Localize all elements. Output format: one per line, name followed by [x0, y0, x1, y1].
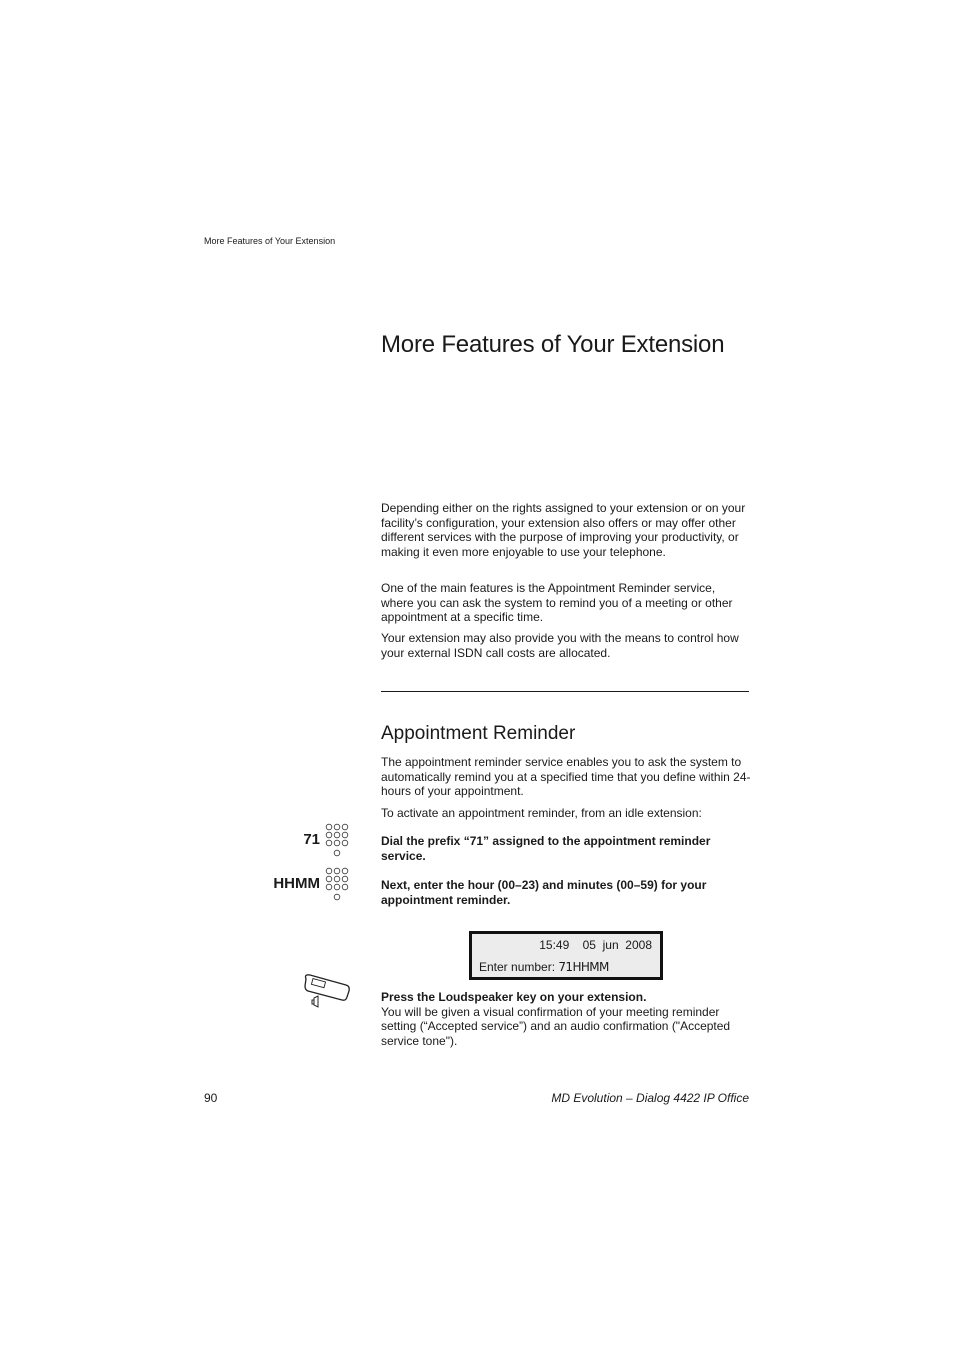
phone-display [469, 931, 663, 980]
display-value: 71HHMM [558, 960, 609, 974]
footer-product: MD Evolution – Dialog 4422 IP Office [551, 1091, 749, 1105]
display-date: 05 jun 2008 [582, 938, 652, 952]
step-1-key-label: 71 [303, 831, 320, 848]
section-paragraph-2: To activate an appointment reminder, from an idle extension: [381, 806, 702, 820]
step-3-instruction: Press the Loudspeaker key on your extension. [381, 990, 647, 1004]
keypad-icon [324, 823, 350, 857]
running-head: More Features of Your Extension [204, 236, 336, 246]
display-prompt: Enter number: [479, 960, 559, 974]
section-divider [381, 691, 749, 692]
step-2-text: Next, enter the hour (00–23) and minutes (00–59) for your appointment reminder. [381, 878, 707, 907]
display-datetime [539, 938, 652, 952]
loudspeaker-key-icon [302, 971, 352, 1011]
step-3-text [381, 990, 751, 1048]
page-title: More Features of Your Extension [381, 331, 725, 358]
intro-paragraph-3: Your extension may also provide you with the means to control how your external ISDN call costs are allocated. [381, 631, 739, 660]
display-entry [479, 960, 609, 974]
step-1-text: Dial the prefix “71” assigned to the appointment reminder service. [381, 834, 711, 863]
step-3-description: You will be given a visual confirmation of your meeting reminder setting (“Accepted service”) and an audio confirmation ("Accepted service tone"). [381, 1004, 731, 1048]
section-heading: Appointment Reminder [381, 723, 576, 744]
intro-paragraph-1: Depending either on the rights assigned to your extension or on your facility’s configuration, your extension also offers or may offer other different services with the purpose of improving your productivity, or making it even more enjoyable to use your telephone. [381, 501, 746, 559]
keypad-icon [324, 867, 350, 901]
section-paragraph-1: The appointment reminder service enables you to ask the system to automatically remind you at a specified time that you define within 24-hours of your appointment. [381, 755, 751, 798]
page-number: 90 [204, 1091, 218, 1105]
step-2-key-label: HHMM [273, 875, 320, 892]
display-time: 15:49 [539, 938, 570, 952]
intro-paragraph-2: One of the main features is the Appointment Reminder service, where you can ask the system to remind you of a meeting or other appointment at a specific time. [381, 581, 733, 624]
